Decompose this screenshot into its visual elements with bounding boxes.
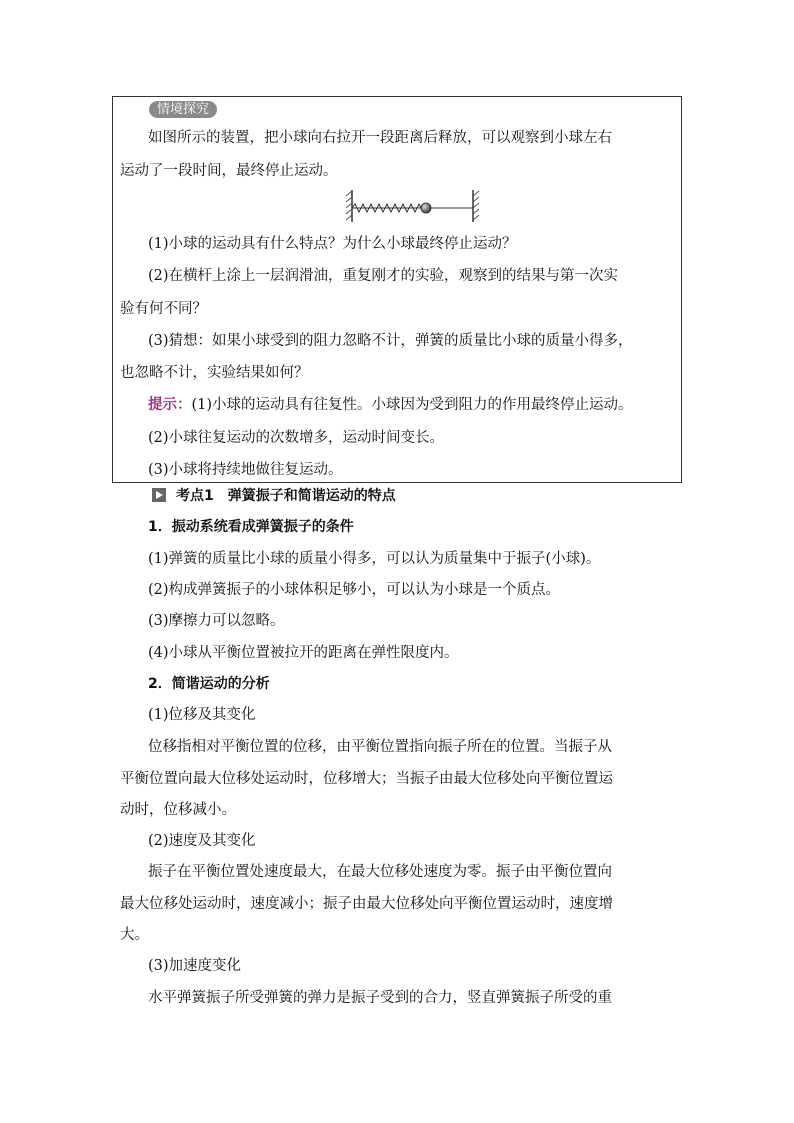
subheading-acceleration: (3)加速度变化 — [148, 958, 242, 974]
answer-2: (2)小球往复运动的次数增多，运动时间变长。 — [148, 430, 445, 446]
displacement-line3: 动时，位移减小。 — [120, 802, 236, 818]
question-1: (1)小球的运动具有什么特点？为什么小球最终停止运动？ — [148, 236, 517, 252]
play-triangle-icon — [152, 488, 166, 502]
scenario-intro-line2: 运动了一段时间，最终停止运动。 — [120, 163, 338, 179]
topic-title: 考点1 弹簧振子和简谐运动的特点 — [176, 488, 396, 504]
condition-2: (2)构成弹簧振子的小球体积足够小，可以认为小球是一个质点。 — [148, 582, 561, 598]
scenario-badge: 情境探究 — [149, 101, 217, 118]
question-3-line1: (3)猜想：如果小球受到的阻力忽略不计，弹簧的质量比小球的质量小得多， — [148, 333, 633, 349]
heading-conditions: 1．振动系统看成弹簧振子的条件 — [148, 519, 354, 535]
condition-3: (3)摩擦力可以忽略。 — [148, 613, 285, 629]
subheading-displacement: (1)位移及其变化 — [148, 707, 256, 723]
spring-ball-figure — [345, 188, 480, 224]
displacement-line2: 平衡位置向最大位移处运动时，位移增大；当振子由最大位移处向平衡位置运 — [120, 771, 613, 787]
velocity-line1: 振子在平衡位置处速度最大，在最大位移处速度为零。振子由平衡位置向 — [148, 864, 612, 880]
scenario-box — [112, 96, 682, 483]
hint-label: 提示： — [148, 396, 192, 413]
scenario-intro-line1: 如图所示的装置，把小球向右拉开一段距离后释放，可以观察到小球左右 — [148, 130, 612, 146]
subheading-velocity: (2)速度及其变化 — [148, 833, 256, 849]
heading-analysis: 2．简谐运动的分析 — [148, 676, 270, 692]
question-3-line2: 也忽略不计，实验结果如何？ — [120, 365, 309, 381]
right-wall-hatching — [473, 191, 479, 220]
velocity-line2: 最大位移处运动时，速度减小；振子由最大位移处向平衡位置运动时，速度增 — [120, 896, 613, 912]
left-wall-hatching — [346, 191, 352, 220]
acceleration-line1: 水平弹簧振子所受弹簧的弹力是振子受到的合力，竖直弹簧振子所受的重 — [148, 990, 612, 1006]
condition-1: (1)弹簧的质量比小球的质量小得多，可以认为质量集中于振子(小球)。 — [148, 551, 601, 567]
velocity-line3: 大。 — [120, 927, 149, 943]
answer-1 — [148, 395, 633, 415]
displacement-line1: 位移指相对平衡位置的位移，由平衡位置指向振子所在的位置。当振子从 — [148, 739, 612, 755]
question-2-line1: (2)在横杆上涂上一层润滑油，重复刚才的实验，观察到的结果与第一次实 — [148, 268, 619, 284]
question-2-line2: 验有何不同？ — [120, 301, 207, 317]
condition-4: (4)小球从平衡位置被拉开的距离在弹性限度内。 — [148, 645, 459, 661]
ball — [421, 203, 431, 213]
answer-3: (3)小球将持续地做往复运动。 — [148, 462, 343, 478]
answer-1-text: (1)小球的运动具有往复性。小球因为受到阻力的作用最终停止运动。 — [191, 397, 633, 413]
topic-heading — [152, 486, 396, 506]
